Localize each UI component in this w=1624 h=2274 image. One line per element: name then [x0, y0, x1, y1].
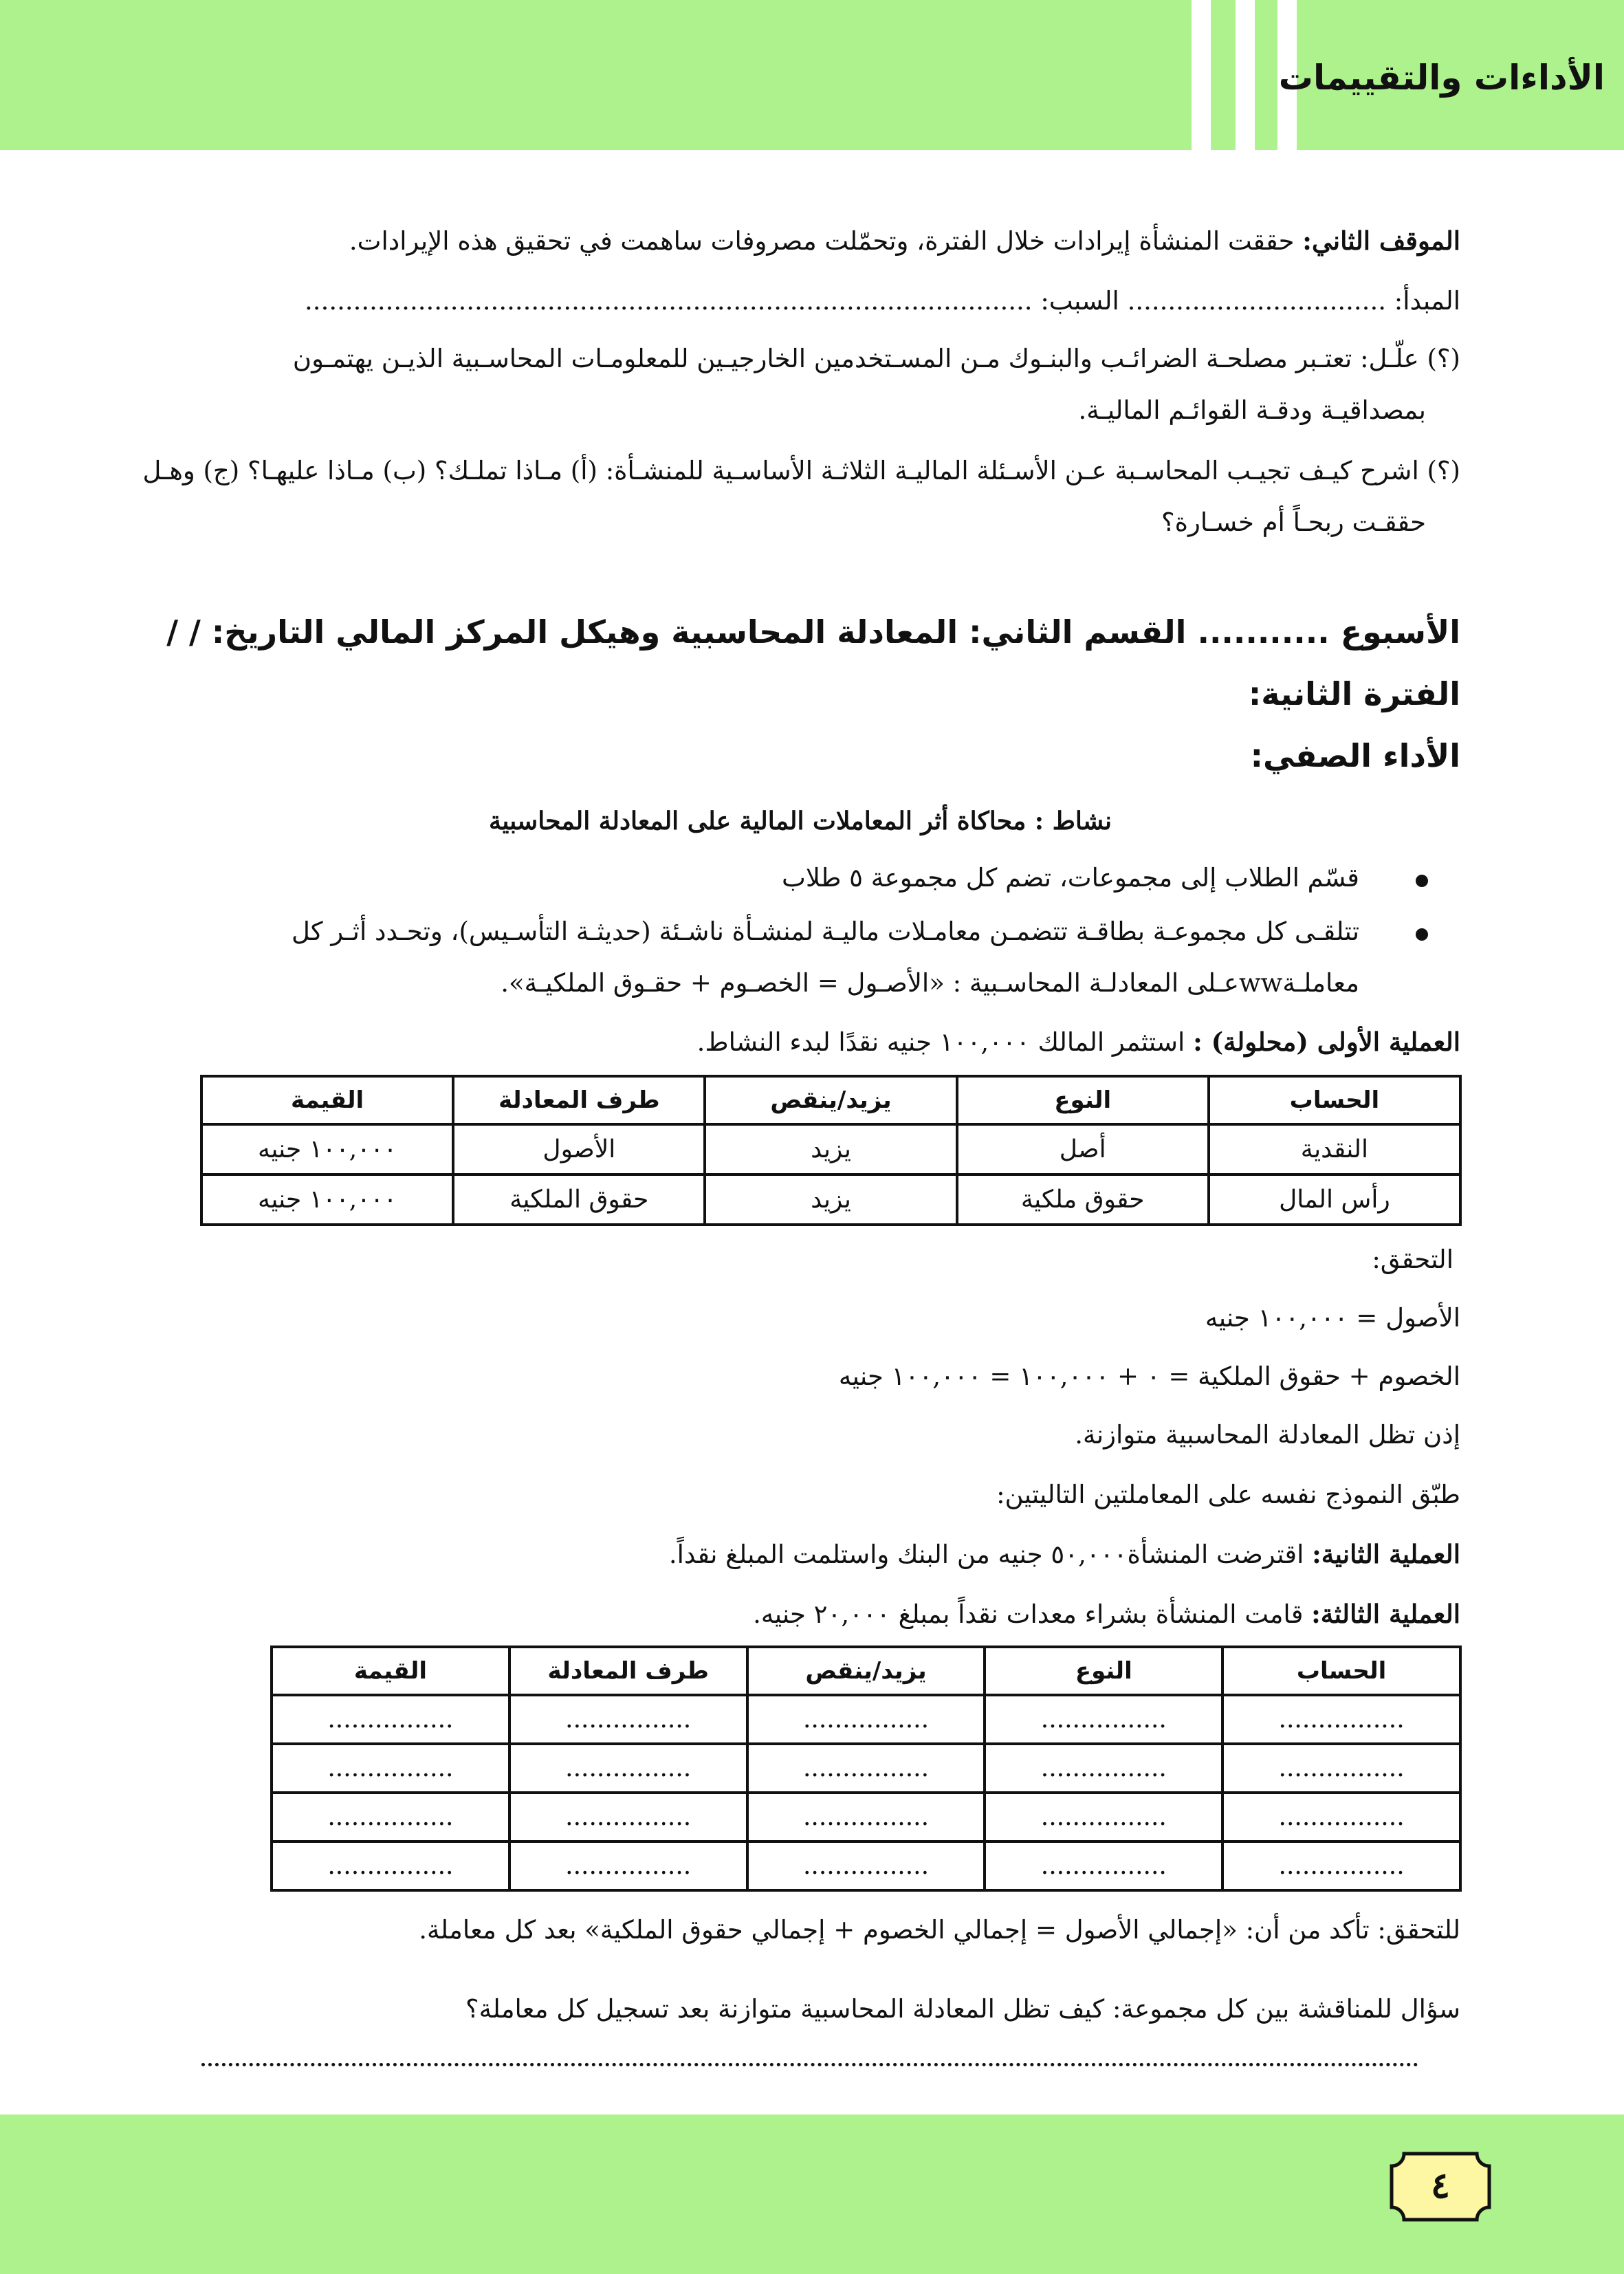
blank-cell[interactable]: ................ [509, 1841, 747, 1890]
situation-line [349, 226, 1460, 256]
table-cell: أصل [957, 1124, 1209, 1174]
bullet-dot [1416, 928, 1428, 941]
table-cell: الأصول [453, 1124, 705, 1174]
bullet-item-continued: معاملـةwwعـلى المعادلـة المحاسـبية : «الأصـول = الخصـوم + حقـوق الملكيـة». [501, 968, 1359, 998]
blank-cell[interactable]: ................ [509, 1695, 747, 1744]
table-header-increase-decrease: يزيد/ينقص [705, 1076, 956, 1124]
check-instruction: للتحقق: تأكد من أن: «إجمالي الأصول = إجمالي الخصوم + إجمالي حقوق الملكية» بعد كل معاملة. [419, 1915, 1460, 1945]
table-row [272, 1841, 1460, 1890]
footer-band [0, 2114, 1624, 2274]
table-header-type: النوع [957, 1076, 1209, 1124]
question-explain-line2: حققـت ربحـاً أم خسـارة؟ [1161, 507, 1426, 537]
blank-cell[interactable]: ................ [272, 1793, 509, 1841]
verify-liabilities-equity: الخصوم + حقوق الملكية = ٠ + ١٠٠,٠٠٠ = ١٠٠,٠٠٠ جنيه [838, 1362, 1460, 1391]
bullet-item: تتلقـى كل مجموعـة بطاقـة تتضمـن معامـلات ماليـة لمنشـأة ناشـئة (حديثـة التأسـيس)، وتحـدد أثـر كل [292, 917, 1359, 946]
solved-transaction-table [200, 1075, 1462, 1226]
page-header-title: الأداءات والتقييمات [1278, 58, 1605, 98]
table-row [272, 1744, 1460, 1793]
question-justify-line1: (؟) علّـل: تعتـبر مصلحـة الضرائـب والبنـوك مـن المسـتخدمين الخارجيـين للمعلومـات المحاسـبية الذيـن يهتمـون [292, 344, 1460, 373]
blank-cell[interactable]: ................ [1222, 1841, 1460, 1890]
situation-text: حققت المنشأة إيرادات خلال الفترة، وتحمّلت مصروفات ساهمت في تحقيق هذه الإيرادات. [349, 226, 1303, 256]
question-explain-line1: (؟) اشرح كيـف تجيـب المحاسـبة عـن الأسـئلة الماليـة الثلاثـة الأساسـية للمنشـأة: (أ) مـاذا تملـك؟ (ب) مـاذا عليهـا؟ (ج) وهـل [142, 456, 1460, 485]
question-justify-line2: بمصداقيـة ودقـة القوائـم الماليـة. [1078, 395, 1426, 425]
activity-title: نشاط : محاكاة أثر المعاملات المالية على المعادلة المحاسبية [489, 807, 1112, 835]
table-cell: حقوق الملكية [453, 1174, 705, 1225]
verify-balanced: إذن تظل المعادلة المحاسبية متوازنة. [1075, 1420, 1460, 1450]
verify-title: التحقق: [1372, 1245, 1453, 1274]
discussion-question: سؤال للمناقشة بين كل مجموعة: كيف تظل المعادلة المحاسبية متوازنة بعد تسجيل كل معاملة؟ [465, 1994, 1460, 2024]
bullet-item: قسّم الطلاب إلى مجموعات، تضم كل مجموعة ٥ طلاب [782, 863, 1359, 893]
operation-3-text: قامت المنشأة بشراء معدات نقداً بمبلغ ٢٠,٠٠٠ جنيه. [753, 1599, 1312, 1629]
blank-cell[interactable]: ................ [985, 1695, 1222, 1744]
table-row [201, 1124, 1460, 1174]
apply-instruction: طبّق النموذج نفسه على المعاملتين التاليتين: [996, 1480, 1460, 1509]
page-number: ٤ [1431, 2165, 1450, 2207]
operation-2-label: العملية الثانية: [1312, 1539, 1460, 1569]
table-row [272, 1695, 1460, 1744]
operation-3-label: العملية الثالثة: [1311, 1599, 1460, 1629]
table-cell: يزيد [705, 1174, 956, 1225]
blank-cell[interactable]: ................ [747, 1841, 985, 1890]
blank-cell[interactable]: ................ [747, 1744, 985, 1793]
blank-cell[interactable]: ................ [985, 1841, 1222, 1890]
answer-line[interactable] [201, 2063, 1418, 2066]
table-cell: ١٠٠,٠٠٠ جنيه [201, 1174, 453, 1225]
operation-1-line [697, 1027, 1460, 1058]
bullet-dot [1416, 875, 1428, 887]
principle-reason-line: المبدأ: ................................ السبب: .......................................................................................... [305, 286, 1460, 316]
table-header-increase-decrease: يزيد/ينقص [747, 1647, 985, 1695]
table-cell: رأس المال [1209, 1174, 1460, 1225]
blank-cell[interactable]: ................ [509, 1744, 747, 1793]
worksheet-table [270, 1646, 1462, 1892]
table-header-equation-side: طرف المعادلة [453, 1076, 705, 1124]
class-performance-heading: الأداء الصفي: [1250, 737, 1460, 774]
verify-assets: الأصول = ١٠٠,٠٠٠ جنيه [1205, 1303, 1460, 1333]
blank-cell[interactable]: ................ [272, 1695, 509, 1744]
table-cell: ١٠٠,٠٠٠ جنيه [201, 1124, 453, 1174]
operation-3-line [753, 1599, 1460, 1630]
table-cell: يزيد [705, 1124, 956, 1174]
table-cell: النقدية [1209, 1124, 1460, 1174]
blank-cell[interactable]: ................ [1222, 1695, 1460, 1744]
period-heading: الفترة الثانية: [1248, 675, 1460, 712]
table-header-type: النوع [985, 1647, 1222, 1695]
blank-cell[interactable]: ................ [1222, 1793, 1460, 1841]
week-heading: الأسبوع ........... القسم الثاني: المعادلة المحاسبية وهيكل المركز المالي التاريخ: / / [166, 613, 1460, 651]
operation-2-line [669, 1539, 1460, 1570]
blank-cell[interactable]: ................ [747, 1695, 985, 1744]
blank-cell[interactable]: ................ [985, 1793, 1222, 1841]
table-row [201, 1174, 1460, 1225]
blank-cell[interactable]: ................ [1222, 1744, 1460, 1793]
table-row [272, 1793, 1460, 1841]
table-header-account: الحساب [1209, 1076, 1460, 1124]
table-header-value: القيمة [201, 1076, 453, 1124]
operation-1-text: استثمر المالك ١٠٠,٠٠٠ جنيه نقدًا لبدء النشاط. [696, 1027, 1194, 1057]
blank-cell[interactable]: ................ [747, 1793, 985, 1841]
table-header-value: القيمة [272, 1647, 509, 1695]
blank-cell[interactable]: ................ [272, 1744, 509, 1793]
blank-cell[interactable]: ................ [272, 1841, 509, 1890]
table-header-equation-side: طرف المعادلة [509, 1647, 747, 1695]
blank-cell[interactable]: ................ [985, 1744, 1222, 1793]
operation-1-label: العملية الأولى (محلولة) : [1193, 1027, 1460, 1057]
operation-2-text: اقترضت المنشأة٥٠,٠٠٠ جنيه من البنك واستلمت المبلغ نقداً. [668, 1540, 1313, 1569]
table-cell: حقوق ملكية [957, 1174, 1209, 1225]
header-stripe [1236, 0, 1255, 150]
header-stripe [1192, 0, 1211, 150]
table-header-account: الحساب [1222, 1647, 1460, 1695]
blank-cell[interactable]: ................ [509, 1793, 747, 1841]
situation-label: الموقف الثاني: [1302, 226, 1460, 256]
